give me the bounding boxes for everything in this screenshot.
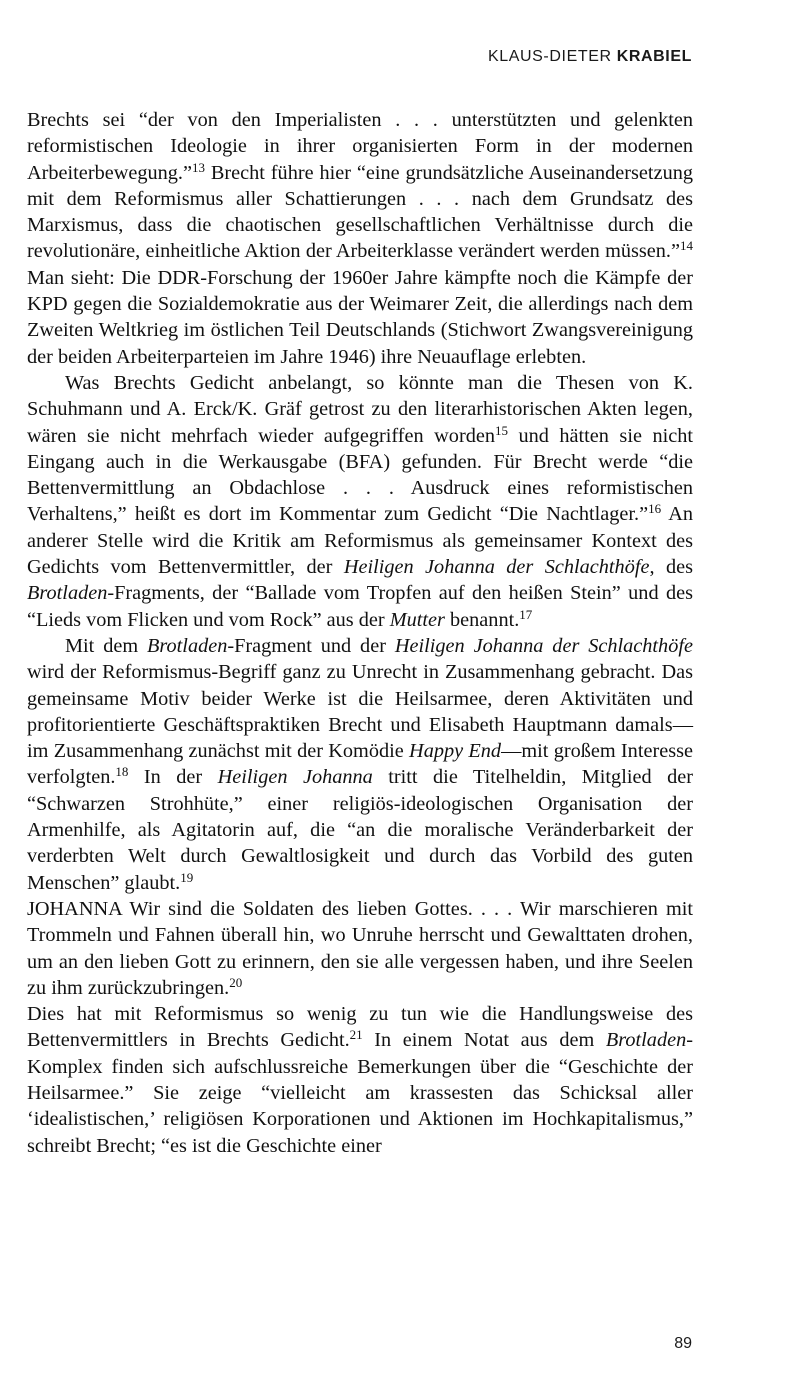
italic-title: Brotladen bbox=[605, 1029, 687, 1052]
footnote-ref-14[interactable]: 14 bbox=[680, 238, 693, 254]
footnote-ref-19[interactable]: 19 bbox=[180, 869, 194, 885]
paragraph-2 bbox=[27, 370, 693, 633]
running-head-surname: KRABIEL bbox=[616, 48, 692, 65]
text-run: wird der Reformismus-Begriff ganz zu Unrecht in Zusammenhang gebracht. Das gemeinsame Motiv beider Werke ist die Heilsarmee, deren Aktivitäten und profitorientierte Geschäftspraktiken Brecht und Elisabeth Hauptmann damals—im Zusammenhang zunächst mit der Komödie bbox=[27, 661, 693, 763]
text-run: tritt die Titelheldin, Mitglied der “Schwarzen Strohhüte,” einer religiös-ideologischen Organisation der Armenhilfe, als Agitatorin auf, die “an die moralische Veränderbarkeit der verderbten Welt durch Gewaltlosigkeit und durch das Vorbild des guten Menschen” glaubt. bbox=[27, 766, 693, 894]
footnote-ref-15[interactable]: 15 bbox=[494, 422, 508, 438]
body-text bbox=[27, 107, 693, 1159]
text-run: Brechts sei “der von den Imperialisten . . . unterstützten und gelenkten reformistischen Ideologie in ihrer organisierten Form in der modernen Arbeiterbewegung.” bbox=[27, 109, 693, 184]
running-head-author: KLAUS-DIETER bbox=[487, 48, 612, 65]
italic-title: Happy End bbox=[409, 740, 502, 763]
paragraph-3 bbox=[27, 633, 693, 896]
italic-title: Brotladen bbox=[27, 582, 108, 605]
text-run: JOHANNA Wir sind die Soldaten des lieben Gottes. . . . Wir marschieren mit Trommeln und Fahnen überall hin, wo Unruhe herrscht und Gewalttaten drohen, um an den lieben Gott zu erinnern, den sie alle vergessen haben, und ihre Seelen zu ihm zurückzubringen. bbox=[27, 897, 693, 999]
paragraph-1 bbox=[27, 107, 693, 370]
footnote-ref-21[interactable]: 21 bbox=[349, 1027, 363, 1043]
text-run: -Fragments, der “Ballade vom Tropfen auf den heißen Stein” und des “Lieds vom Flicken und vom Rock” aus der bbox=[27, 582, 693, 631]
paragraph-4 bbox=[27, 1001, 693, 1159]
italic-title: Heiligen Johanna der Schlachthöfe bbox=[394, 634, 693, 657]
text-run: -Komplex finden sich aufschlussreiche Bemerkungen über die “Geschichte der Heilsarmee.” Sie zeige “vielleicht am krassesten das Schicksal aller ‘idealistischen,’ religiösen Korporationen und Aktionen im Hochkapitalismus,” schreibt Brecht; “es ist die Geschichte einer bbox=[27, 1029, 693, 1157]
italic-title: Heiligen Johanna bbox=[217, 766, 373, 789]
footnote-ref-16[interactable]: 16 bbox=[648, 501, 662, 517]
text-run: -Fragment und der bbox=[227, 634, 395, 657]
running-head bbox=[488, 48, 692, 66]
text-run: Dies hat mit Reformismus so wenig zu tun wie die Handlungsweise des Bettenvermittlers in Brechts Gedicht. bbox=[27, 1003, 693, 1052]
italic-title: Mutter bbox=[389, 608, 445, 631]
text-run: benannt. bbox=[444, 608, 520, 631]
text-run: und hätten sie nicht Eingang auch in die Werkausgabe (BFA) gefunden. Für Brecht werde “die Bettenvermittlung an Obdachlose . . . Ausdruck eines reformistischen Verhaltens,” heißt es dort im Kommentar zum Gedicht “Die Nachtlager.” bbox=[27, 424, 693, 526]
text-run: An anderer Stelle wird die Kritik am Reformismus als gemeinsamer Kontext des Gedichts vom Bettenvermittler, der bbox=[27, 503, 693, 579]
footnote-ref-17[interactable]: 17 bbox=[519, 606, 533, 622]
footnote-ref-18[interactable]: 18 bbox=[115, 764, 129, 780]
footnote-ref-20[interactable]: 20 bbox=[229, 974, 243, 990]
page-number: 89 bbox=[674, 1335, 692, 1352]
italic-title: Brotladen bbox=[147, 634, 228, 657]
text-run: In einem Notat aus dem bbox=[362, 1029, 606, 1052]
block-quote bbox=[27, 896, 693, 1001]
text-run: —mit großem Interesse verfolgten. bbox=[27, 740, 694, 789]
text-run: Man sieht: Die DDR-Forschung der 1960er Jahre kämpfte noch die Kämpfe der KPD gegen die Sozialdemokratie aus der Weimarer Zeit, die allerdings nach dem Zweiten Weltkrieg im östlichen Teil Deutschlands (Stichwort Zwangsvereinigung der beiden Arbeiterparteien im Jahre 1946) ihre Neuauflage erlebten. bbox=[27, 266, 693, 368]
italic-title: Heiligen Johanna der Schlachthöfe bbox=[343, 556, 650, 579]
footnote-ref-13[interactable]: 13 bbox=[192, 159, 205, 175]
text-run: , des bbox=[649, 556, 693, 579]
text-run: Brecht führe hier “eine grundsätzliche Auseinandersetzung mit dem Reformismus aller Schattierungen . . . nach dem Grundsatz des Marxismus, dass die chaotischen gesellschaftlichen Verhältnisse durch die revolutionäre, einheitliche Aktion der Arbeiterklasse verändert werden müssen.” bbox=[27, 161, 693, 263]
text-run: Mit dem bbox=[65, 634, 147, 657]
text-run: Was Brechts Gedicht anbelangt, so könnte man die Thesen von K. Schuhmann und A. Erck/K. Gräf getrost zu den literarhistorischen Akten legen, wären sie nicht mehrfach wieder aufgegriffen worden bbox=[27, 371, 693, 447]
text-run: In der bbox=[128, 766, 218, 789]
